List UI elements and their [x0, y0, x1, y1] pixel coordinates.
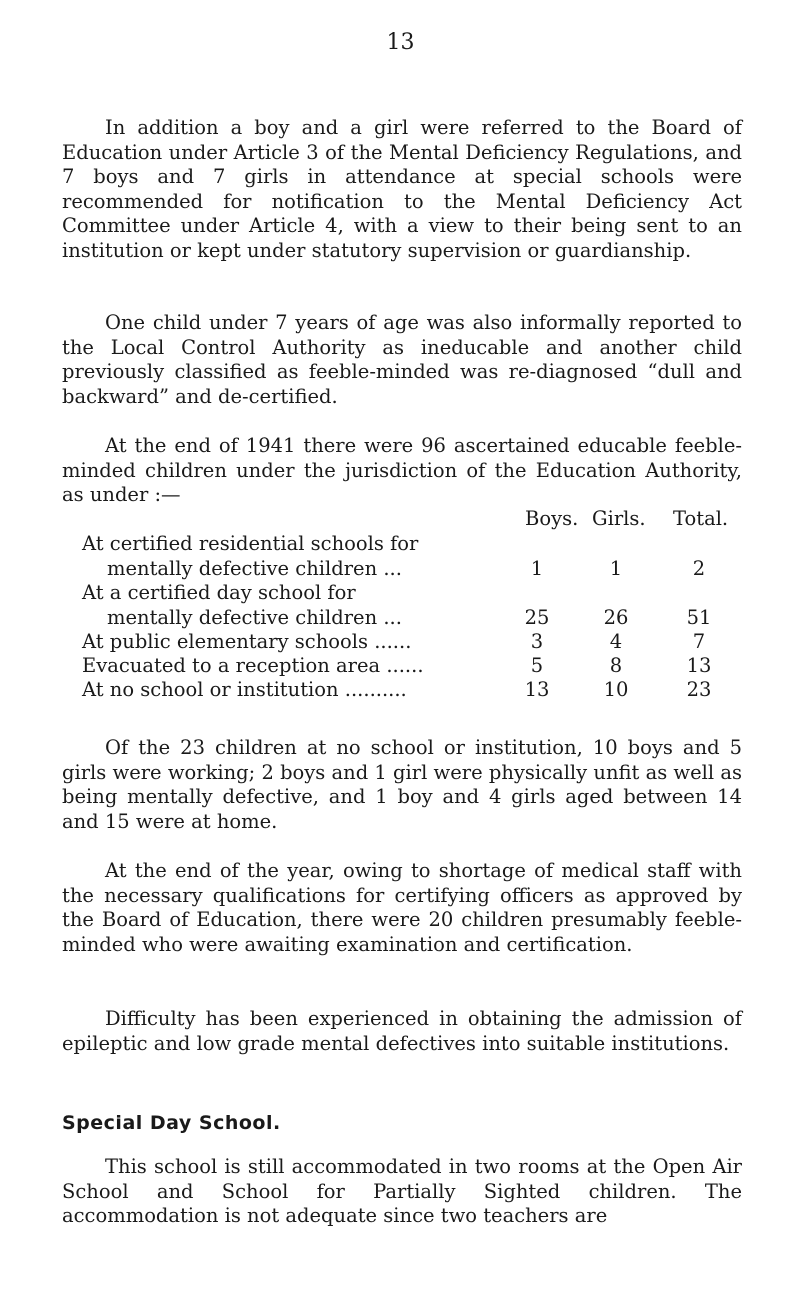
page-number: 13 [386, 30, 415, 55]
cell-girls: 26 [603, 605, 629, 629]
row-label: At no school or institution .......... [82, 678, 407, 701]
row-label: Evacuated to a reception area ...... [82, 654, 424, 677]
paragraph-ineducable: One child under 7 years of age was also informally reported to the Local Control Authority as ineducable and another child previously classified as feeble-minded was re-diagnosed “dull and backward” and de-certified. [62, 311, 742, 408]
cell-total: 2 [692, 556, 706, 580]
paragraph-no-school: Of the 23 children at no school or institution, 10 boys and 5 girls were working; 2 boys and 1 girl were physically unfit as well as being mentally defective, and 1 boy and 4 girls aged between 14 and 15 were at home. [62, 736, 742, 833]
cell-boys: 1 [530, 556, 544, 580]
paragraph-ascertained: At the end of 1941 there were 96 ascertained educable feeble-minded children under the jurisdiction of the Education Authority, as under :— [62, 434, 742, 506]
cell-total: 51 [686, 605, 712, 629]
column-header-total: Total. [673, 507, 729, 530]
column-header-boys: Boys. [525, 507, 579, 530]
cell-total: 13 [686, 654, 712, 677]
row-label [82, 532, 537, 581]
paragraph-referrals: In addition a boy and a girl were referred to the Board of Education under Article 3 of the Mental Deficiency Regulations, and 7 boys and 7 girls in attendance at special schools were recommended for notification to the Mental Deficiency Act Committee under Article 4, with a view to their being sent to an institution or kept under statutory supervision or guardianship. [62, 116, 742, 262]
cell-girls: 10 [603, 678, 629, 701]
row-label-line-1: At a certified day school for [82, 581, 356, 604]
cell-total: 23 [686, 678, 712, 701]
cell-girls: 1 [609, 556, 623, 580]
cell-boys: 5 [530, 654, 544, 677]
cell-girls: 8 [609, 654, 623, 677]
cell-boys: 13 [524, 678, 550, 701]
paragraph-staff-shortage: At the end of the year, owing to shortage of medical staff with the necessary qualifications for certifying officers as approved by the Board of Education, there were 20 children presumably feeble-minded who were awaiting examination and certification. [62, 859, 742, 956]
cell-boys: 3 [530, 630, 544, 653]
row-label-line-1: At certified residential schools for [82, 532, 419, 555]
section-heading: Special Day School. [62, 1112, 281, 1134]
row-label-line-2: mentally defective children ... [107, 605, 402, 629]
row-label [82, 581, 537, 630]
row-label-line-2: mentally defective children ... [107, 556, 402, 580]
row-label: At public elementary schools ...... [82, 630, 412, 653]
cell-total: 7 [692, 630, 706, 653]
cell-boys: 25 [524, 605, 550, 629]
table-header [0, 507, 801, 533]
paragraph-accommodation: This school is still accommodated in two rooms at the Open Air School and School for Partially Sighted children. The accommodation is not adequate since two teachers are [62, 1155, 742, 1227]
paragraph-admission-difficulty: Difficulty has been experienced in obtaining the admission of epileptic and low grade mental defectives into suitable institutions. [62, 1007, 742, 1055]
column-header-girls: Girls. [592, 507, 646, 530]
cell-girls: 4 [609, 630, 623, 653]
